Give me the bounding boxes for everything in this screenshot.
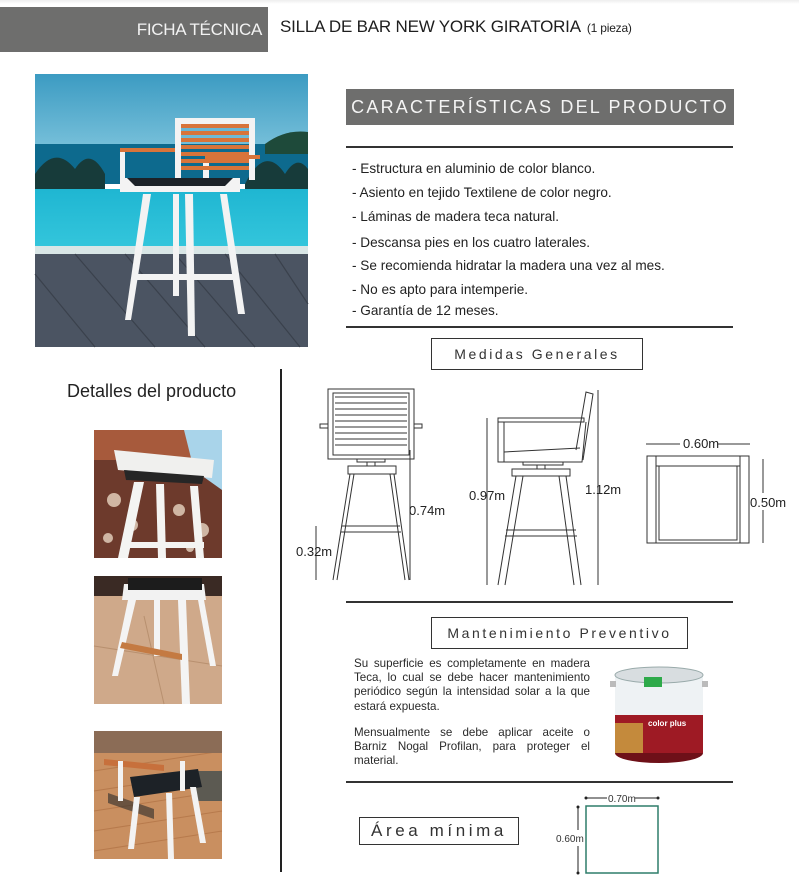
detail-photo-3	[94, 731, 222, 859]
feature-item: - Estructura en aluminio de color blanco.	[352, 161, 596, 176]
maintenance-text	[354, 657, 590, 780]
maintenance-title: Mantenimiento Preventivo	[431, 617, 688, 649]
side-arm-height-label: 0.97m	[469, 488, 506, 503]
quantity-note: (1 pieza)	[586, 21, 632, 35]
maintenance-paragraph-1: Su superficie es completamente en madera Teca, lo cual se debe hacer mantenimiento periódico según la intensidad solar a la que estará expuesta.	[354, 657, 590, 713]
characteristics-top-rule	[346, 146, 733, 148]
top-width-label: 0.60m	[683, 436, 720, 451]
characteristics-bottom-rule	[346, 326, 733, 328]
min-area-width-label: 0.70m	[608, 794, 636, 805]
characteristics-list	[352, 158, 742, 324]
top-depth-label: 0.50m	[750, 495, 787, 510]
detail-photo-3-illustration	[94, 731, 222, 859]
can-product-label: color plus	[648, 719, 687, 728]
measures-bottom-rule	[346, 601, 733, 603]
top-view-drawing	[646, 444, 763, 543]
measures-diagrams	[290, 380, 787, 590]
header-section-label: FICHA TÉCNICA	[136, 20, 262, 39]
hero-photo-illustration	[35, 74, 308, 347]
characteristics-title: CARACTERÍSTICAS DEL PRODUCTO	[346, 89, 734, 125]
product-title-text: SILLA DE BAR NEW YORK GIRATORIA	[280, 17, 581, 36]
detail-photo-1-illustration	[94, 430, 222, 558]
feature-item: - No es apto para intemperie.	[352, 282, 529, 298]
feature-item: - Garantía de 12 meses.	[352, 303, 499, 319]
min-area-title: Área mínima	[359, 817, 519, 845]
feature-item: - Láminas de madera teca natural.	[352, 208, 560, 224]
feature-item: - Se recomienda hidratar la madera una vez al mes.	[352, 258, 665, 274]
side-total-height-label: 1.12m	[585, 482, 622, 497]
varnish-can-image	[608, 663, 710, 766]
hero-product-photo	[35, 74, 308, 347]
detail-photo-2-illustration	[94, 576, 222, 704]
front-seat-height-label: 0.74m	[409, 503, 446, 518]
maintenance-bottom-rule	[346, 781, 733, 783]
min-area-diagram	[550, 790, 670, 880]
min-area-outline	[586, 806, 658, 873]
front-footrest-height-label: 0.32m	[296, 544, 333, 559]
details-title: Detalles del producto	[67, 381, 237, 401]
column-divider	[280, 369, 282, 872]
measures-title: Medidas Generales	[431, 338, 643, 370]
detail-photo-2	[94, 576, 222, 704]
feature-item: - Descansa pies en los cuatro laterales.	[352, 234, 591, 250]
detail-photo-1	[94, 430, 222, 558]
product-title	[280, 17, 632, 37]
min-area-depth-label: 0.60m	[556, 834, 584, 845]
feature-item: - Asiento en tejido Textilene de color negro.	[352, 184, 612, 200]
varnish-can-illustration	[608, 663, 710, 766]
maintenance-paragraph-2: Mensualmente se debe aplicar aceite o Barniz Nogal Profilan, para proteger el material.	[354, 725, 590, 768]
top-shadow-rule	[0, 0, 799, 4]
